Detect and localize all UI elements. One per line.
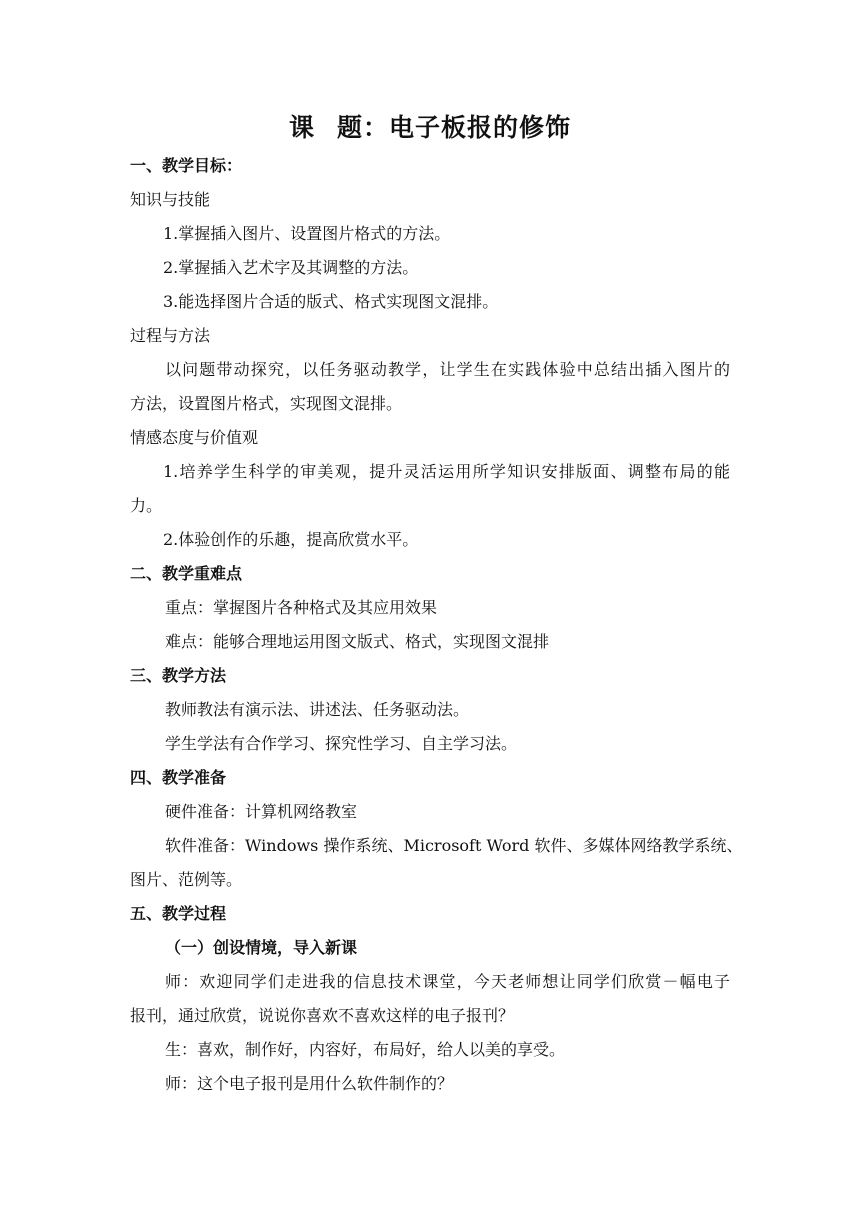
paragraph-line: 1.掌握插入图片、设置图片格式的方法。 (163, 224, 451, 243)
section-heading-objectives: 一、教学目标： (130, 156, 243, 175)
paragraph-line: 生：喜欢，制作好，内容好，布局好，给人以美的享受。 (165, 1040, 566, 1059)
paragraph-line: 师：这个电子报刊是用什么软件制作的？ (165, 1074, 454, 1093)
paragraph-line: 3.能选择图片合适的版式、格式实现图文混排。 (163, 292, 499, 311)
lesson-title-prefix: 课 (288, 113, 315, 142)
paragraph-line: 2.体验创作的乐趣，提高欣赏水平。 (163, 530, 419, 549)
subsection-heading-intro: （一）创设情境，导入新课 (165, 938, 358, 957)
paragraph-line: 重点：掌握图片各种格式及其应用效果 (165, 598, 438, 617)
paragraph-line: 图片、范例等。 (130, 870, 243, 889)
paragraph-line: 难点：能够合理地运用图文版式、格式，实现图文混排 (165, 632, 550, 651)
subheading-knowledge-skills: 知识与技能 (130, 190, 211, 209)
paragraph-line: 硬件准备：计算机网络教室 (165, 802, 358, 821)
section-heading-process: 五、教学过程 (130, 904, 227, 923)
section-heading-methods: 三、教学方法 (130, 666, 227, 685)
section-heading-preparation: 四、教学准备 (130, 768, 227, 787)
paragraph-line: 方法，设置图片格式，实现图文混排。 (130, 394, 403, 413)
paragraph-line: 2.掌握插入艺术字及其调整的方法。 (163, 258, 419, 277)
subheading-attitude-values: 情感态度与价值观 (130, 428, 259, 447)
subheading-process-method: 过程与方法 (130, 326, 211, 345)
lesson-title (0, 108, 860, 148)
lesson-title-text: 题：电子板报的修饰 (337, 113, 572, 142)
section-heading-key-points: 二、教学重难点 (130, 564, 243, 583)
paragraph-line: 力。 (130, 496, 163, 515)
paragraph-line: 教师教法有演示法、讲述法、任务驱动法。 (165, 700, 470, 719)
paragraph-line: 软件准备：Windows 操作系统、Microsoft Word 软件、多媒体网络教学系统、 (165, 836, 743, 855)
paragraph-line: 以问题带动探究，以任务驱动教学，让学生在实践体验中总结出插入图片的 (165, 360, 730, 379)
paragraph-line: 学生学法有合作学习、探究性学习、自主学习法。 (165, 734, 518, 753)
paragraph-line: 1.培养学生科学的审美观，提升灵活运用所学知识安排版面、调整布局的能 (163, 462, 730, 481)
paragraph-line: 师：欢迎同学们走进我的信息技术课堂，今天老师想让同学们欣赏－幅电子 (165, 972, 730, 991)
paragraph-line: 报刊，通过欣赏，说说你喜欢不喜欢这样的电子报刊？ (130, 1006, 515, 1025)
